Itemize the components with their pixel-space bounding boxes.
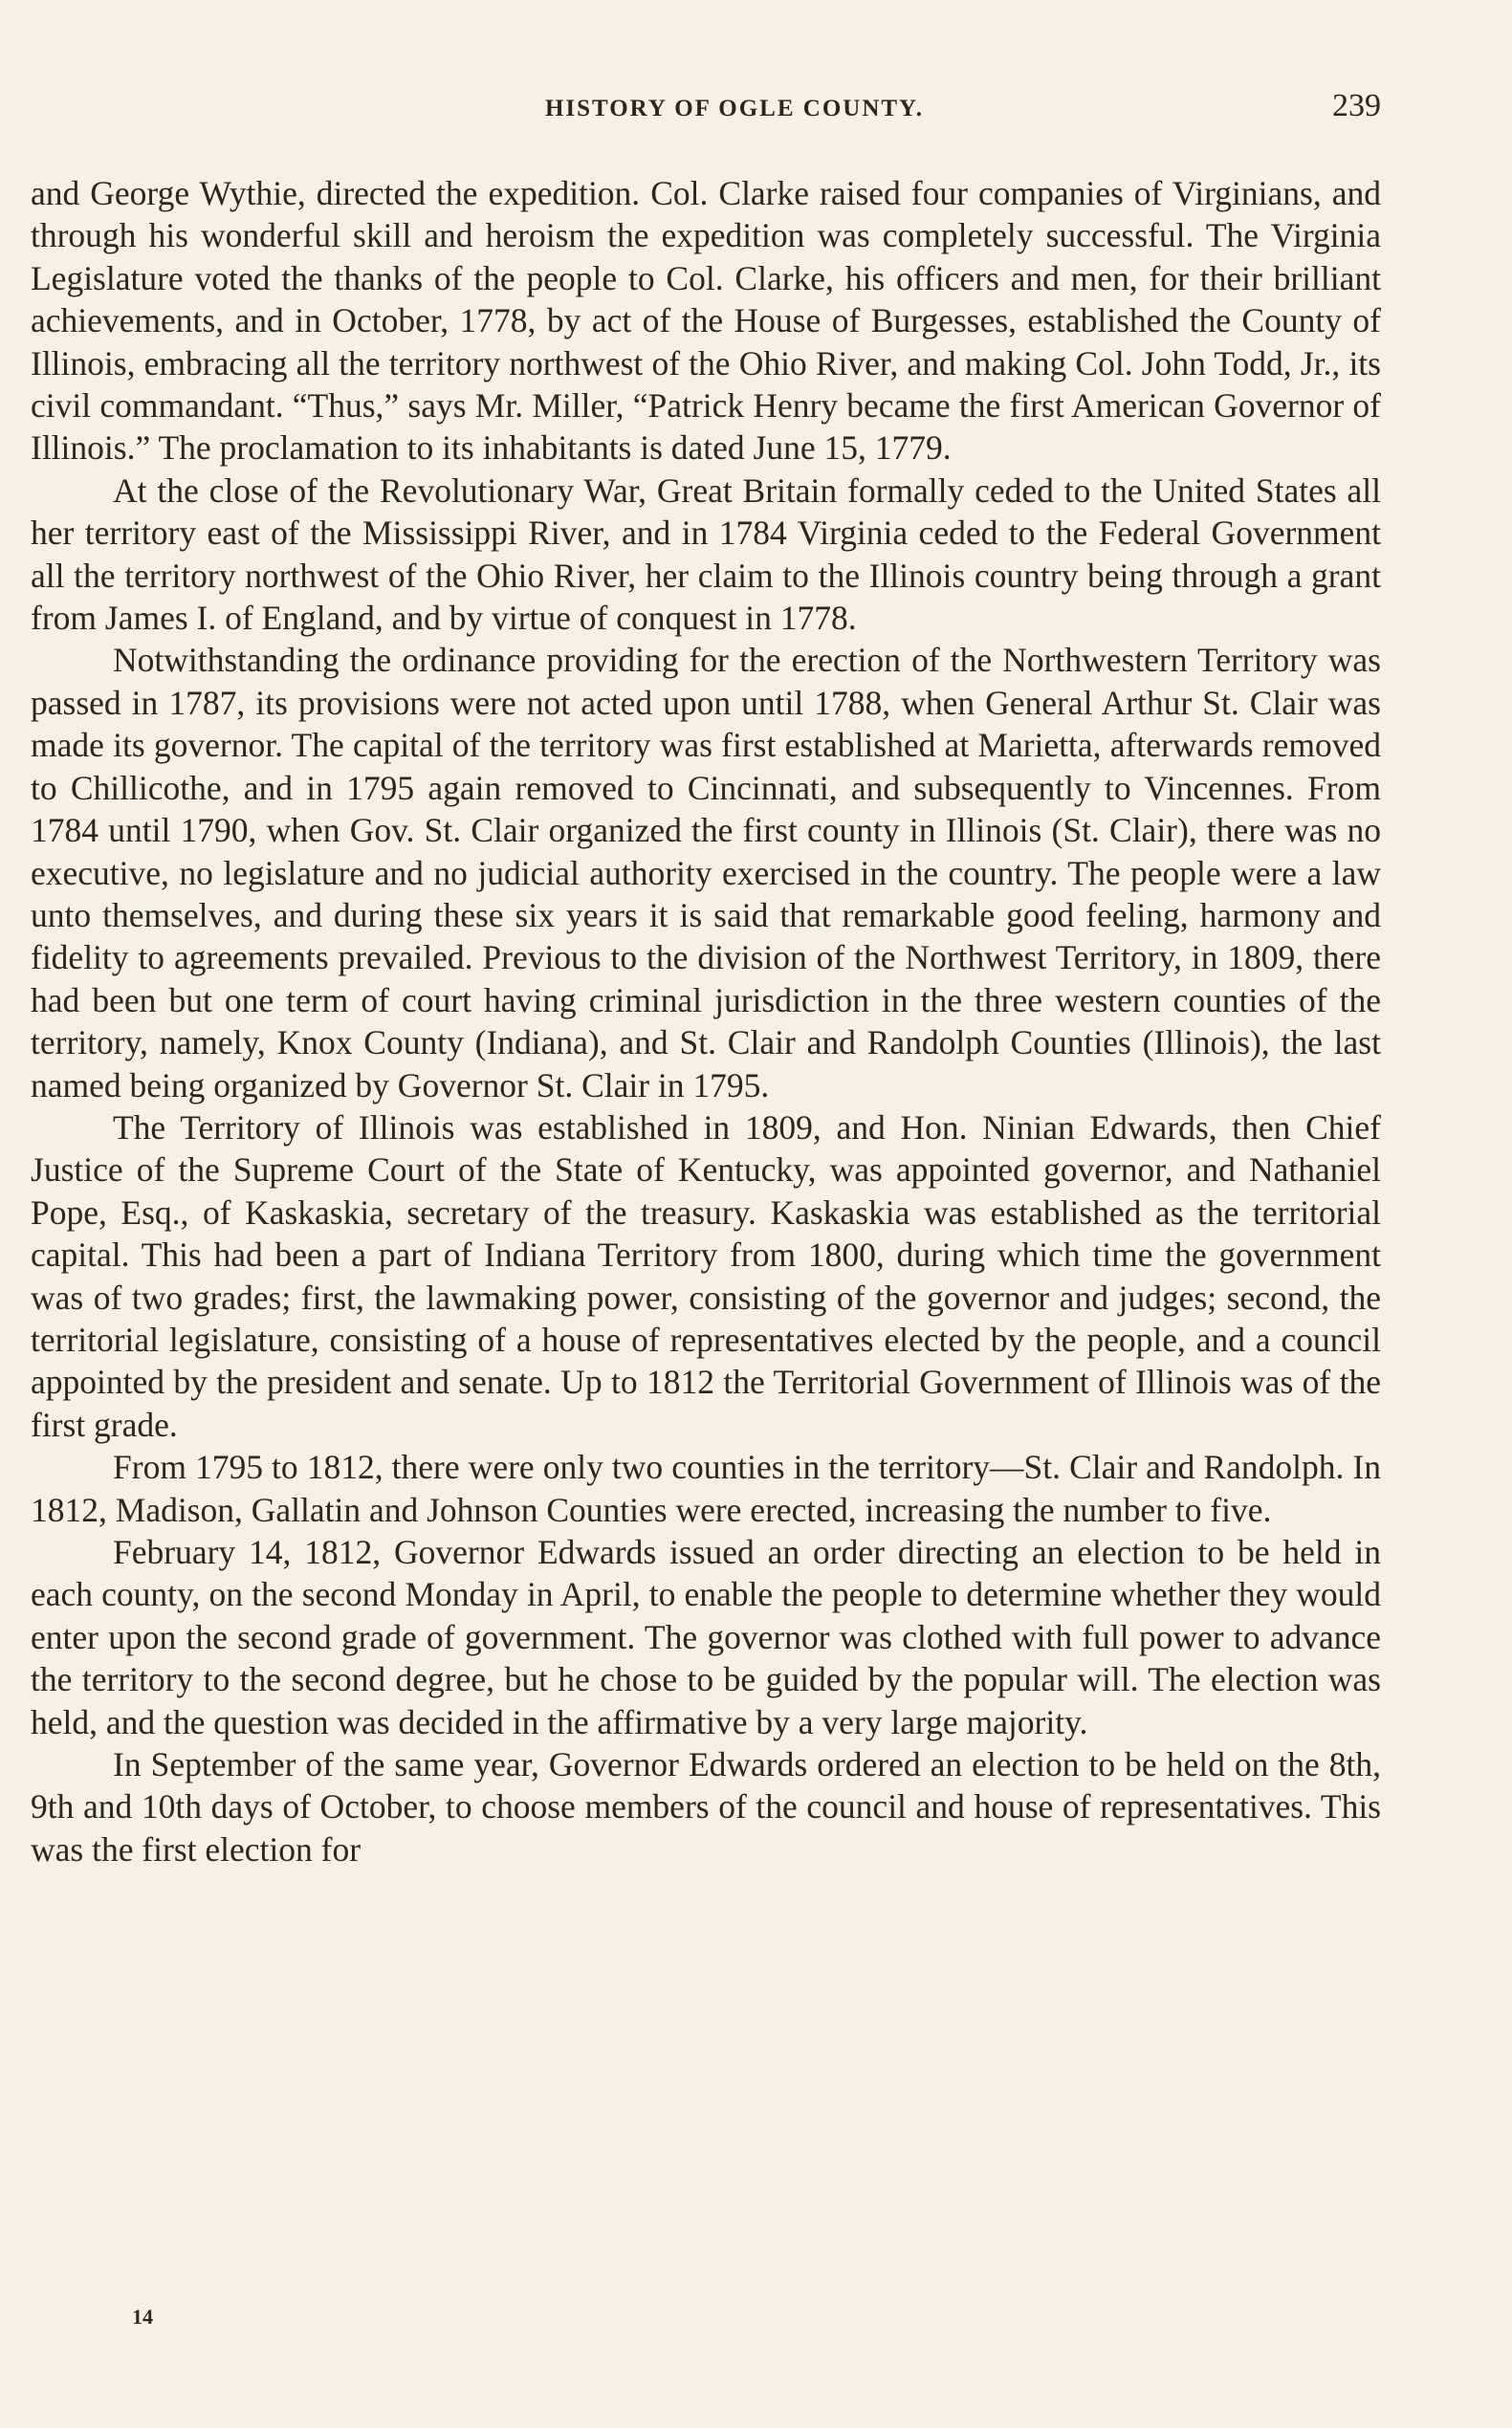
paragraph-territory-of-illinois: The Territory of Illinois was established in 1809, and Hon. Ninian Edwards, then Chief Justice of the Supreme Court of the State of Kentucky, was appointed governor, and Nathaniel Pope, Esq., of Kaskaskia, secretary of the treasury. Kaskaskia was established as the territorial capital. This had been a part of Indiana Territory from 1800, during which time the government was of two grades; first, the lawmaking power, consisting of the governor and judges; second, the territorial legislature, consisting of a house of representatives elected by the people, and a council appointed by the president and senate. Up to 1812 the Territorial Government of Illinois was of the first grade. [31,1107,1381,1444]
running-head-title: HISTORY OF OGLE COUNTY. [544,96,925,121]
paragraph-election-order: February 14, 1812, Governor Edwards issued an order directing an election to be held in each county, on the second Monday in April, to enable the people to determine whether they would enter upon the second grade of government. The governor was clothed with full power to advance the territory to the second degree, but he chose to be guided by the popular will. The election was held, and the question was decided in the affirmative by a very large majority. [31,1533,1381,1741]
paragraph-first-election: In September of the same year, Governor Edwards ordered an election to be held on the 8th, 9th and 10th days of October, to choose members of the council and house of representatives. This was the first election for [31,1745,1381,1869]
paragraph-northwestern-territory: Notwithstanding the ordinance providing for the erection of the Northwestern Territory was passed in 1787, its provisions were not acted upon until 1788, when General Arthur St. Clair was made its governor. The capital of the territory was first established at Marietta, afterwards removed to Chillicothe, and in 1795 again removed to Cincinnati, and subsequently to Vincennes. From 1784 until 1790, when Gov. St. Clair organized the first county in Illinois (St. Clair), there was no executive, no legislature and no judicial authority exercised in the country. The people were a law unto themselves, and during these six years it is said that remarkable good feeling, harmony and fidelity to agreements prevailed. Previous to the division of the Northwest Territory, in 1809, there had been but one term of court having criminal jurisdiction in the three western counties of the territory, namely, Knox County (Indiana), and St. Clair and Randolph Counties (Illinois), the last named being organized by Governor St. Clair in 1795. [31,641,1381,1105]
paragraph-counties: From 1795 to 1812, there were only two counties in the territory—St. Clair and Randolph. In 1812, Madison, Gallatin and Johnson Counties were erected, increasing the number to five. [31,1448,1381,1529]
paragraph-revolutionary-war: At the close of the Revolutionary War, Great Britain formally ceded to the United States all her territory east of the Mississippi River, and in 1784 Virginia ceded to the Federal Government all the territory northwest of the Ohio River, her claim to the Illinois country being through a grant from James I. of England, and by virtue of conquest in 1778. [31,470,1381,638]
paragraph-continuation: and George Wythie, directed the expedition. Col. Clarke raised four companies of Virginians, and through his wonderful skill and heroism the expedition was completely successful. The Virginia Legislature voted the thanks of the people to Col. Clarke, his officers and men, for their brilliant achievements, and in October, 1778, by act of the House of Burgesses, established the County of Illinois, embracing all the territory northwest of the Ohio River, and making Col. John Todd, Jr., its civil commandant. “Thus,” says Mr. Miller, “Patrick Henry became the first American Governor of Illinois.” The proclamation to its inhabitants is dated June 15, 1779. [31,174,1381,468]
signature-mark: 14 [132,2305,153,2329]
page-number: 239 [1332,88,1381,123]
body-text [31,172,1381,1870]
running-head [31,88,1381,126]
